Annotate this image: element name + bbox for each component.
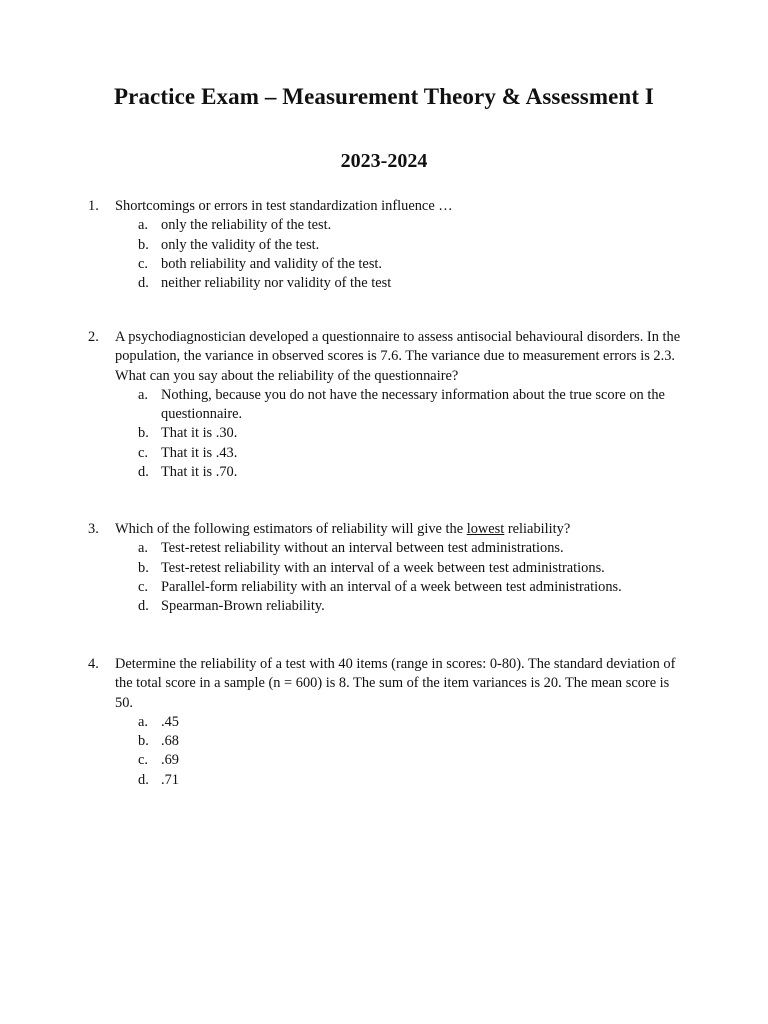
underlined-keyword: lowest (466, 521, 505, 537)
option-letter: a. (138, 713, 148, 730)
option-d (88, 274, 688, 293)
option-text: .45 (161, 713, 179, 730)
option-text: only the reliability of the test. (161, 217, 332, 234)
question-stem (88, 520, 688, 539)
question-stem (88, 328, 688, 386)
option-text: only the validity of the test. (161, 236, 320, 253)
option-letter: c. (138, 578, 148, 595)
question-4 (88, 655, 688, 790)
option-b (88, 236, 688, 255)
option-letter: b. (138, 733, 149, 750)
page-title: Practice Exam – Measurement Theory & Assessment I (114, 84, 654, 109)
option-letter: d. (138, 464, 149, 481)
question-stem (88, 197, 688, 216)
option-letter: b. (138, 236, 149, 253)
option-text: both reliability and validity of the test. (161, 255, 383, 272)
option-letter: c. (138, 255, 148, 272)
option-letter: c. (138, 752, 148, 769)
option-text: That it is .43. (161, 444, 238, 461)
option-a (88, 713, 688, 732)
option-letter: c. (138, 444, 148, 461)
option-text: .71 (161, 771, 179, 788)
option-b (88, 559, 688, 578)
option-list (88, 713, 688, 790)
question-number: 1. (88, 198, 99, 214)
option-d (88, 463, 688, 482)
option-text: neither reliability nor validity of the test (161, 275, 392, 292)
question-text: Determine the reliability of a test with 40 items (range in scores: 0-80). The standard deviation of the total score in a sample (n = 600) is 8. The sum of the item variances is 20. The mean score is 50. (115, 656, 676, 711)
option-letter: b. (138, 425, 149, 442)
option-letter: a. (138, 540, 148, 557)
option-text: .69 (161, 752, 179, 769)
question-text: A psychodiagnostician developed a questionnaire to assess antisocial behavioural disorders. In the population, the variance in observed scores is 7.6. The variance due to measurement errors is 2.3. What can you say about the reliability of the questionnaire? (115, 329, 681, 384)
option-letter: a. (138, 386, 148, 403)
option-c (88, 444, 688, 463)
option-d (88, 771, 688, 790)
option-c (88, 751, 688, 770)
option-a (88, 216, 688, 235)
question-number: 2. (88, 329, 99, 345)
option-letter: a. (138, 217, 148, 234)
question-2 (88, 328, 688, 482)
question-number: 4. (88, 656, 99, 672)
option-c (88, 255, 688, 274)
question-text-end: reliability? (504, 521, 571, 537)
question-text: Shortcomings or errors in test standardization influence … (115, 198, 453, 214)
option-list (88, 216, 688, 293)
option-letter: b. (138, 559, 149, 576)
option-letter: d. (138, 598, 149, 615)
option-a (88, 386, 688, 425)
question-number: 3. (88, 521, 99, 537)
question-1 (88, 197, 688, 293)
option-text: Spearman-Brown reliability. (161, 598, 325, 615)
option-text: That it is .30. (161, 425, 238, 442)
option-text: Test-retest reliability with an interval of a week between test administrations. (161, 559, 605, 576)
option-text: That it is .70. (161, 464, 238, 481)
academic-year: 2023-2024 (340, 150, 428, 172)
option-d (88, 597, 688, 616)
option-text: Parallel-form reliability with an interval of a week between test administrations. (161, 578, 622, 595)
question-3 (88, 520, 688, 616)
question-text-start: Which of the following estimators of reliability will give the (115, 521, 467, 537)
option-text: Test-retest reliability without an interval between test administrations. (161, 540, 564, 557)
option-c (88, 578, 688, 597)
option-a (88, 539, 688, 558)
question-stem (88, 655, 688, 713)
option-text: .68 (161, 733, 179, 750)
option-list (88, 386, 688, 482)
option-list (88, 539, 688, 616)
option-b (88, 732, 688, 751)
option-text: Nothing, because you do not have the necessary information about the true score on the questionnaire. (161, 386, 665, 423)
option-letter: d. (138, 771, 149, 788)
option-b (88, 424, 688, 443)
option-letter: d. (138, 275, 149, 292)
